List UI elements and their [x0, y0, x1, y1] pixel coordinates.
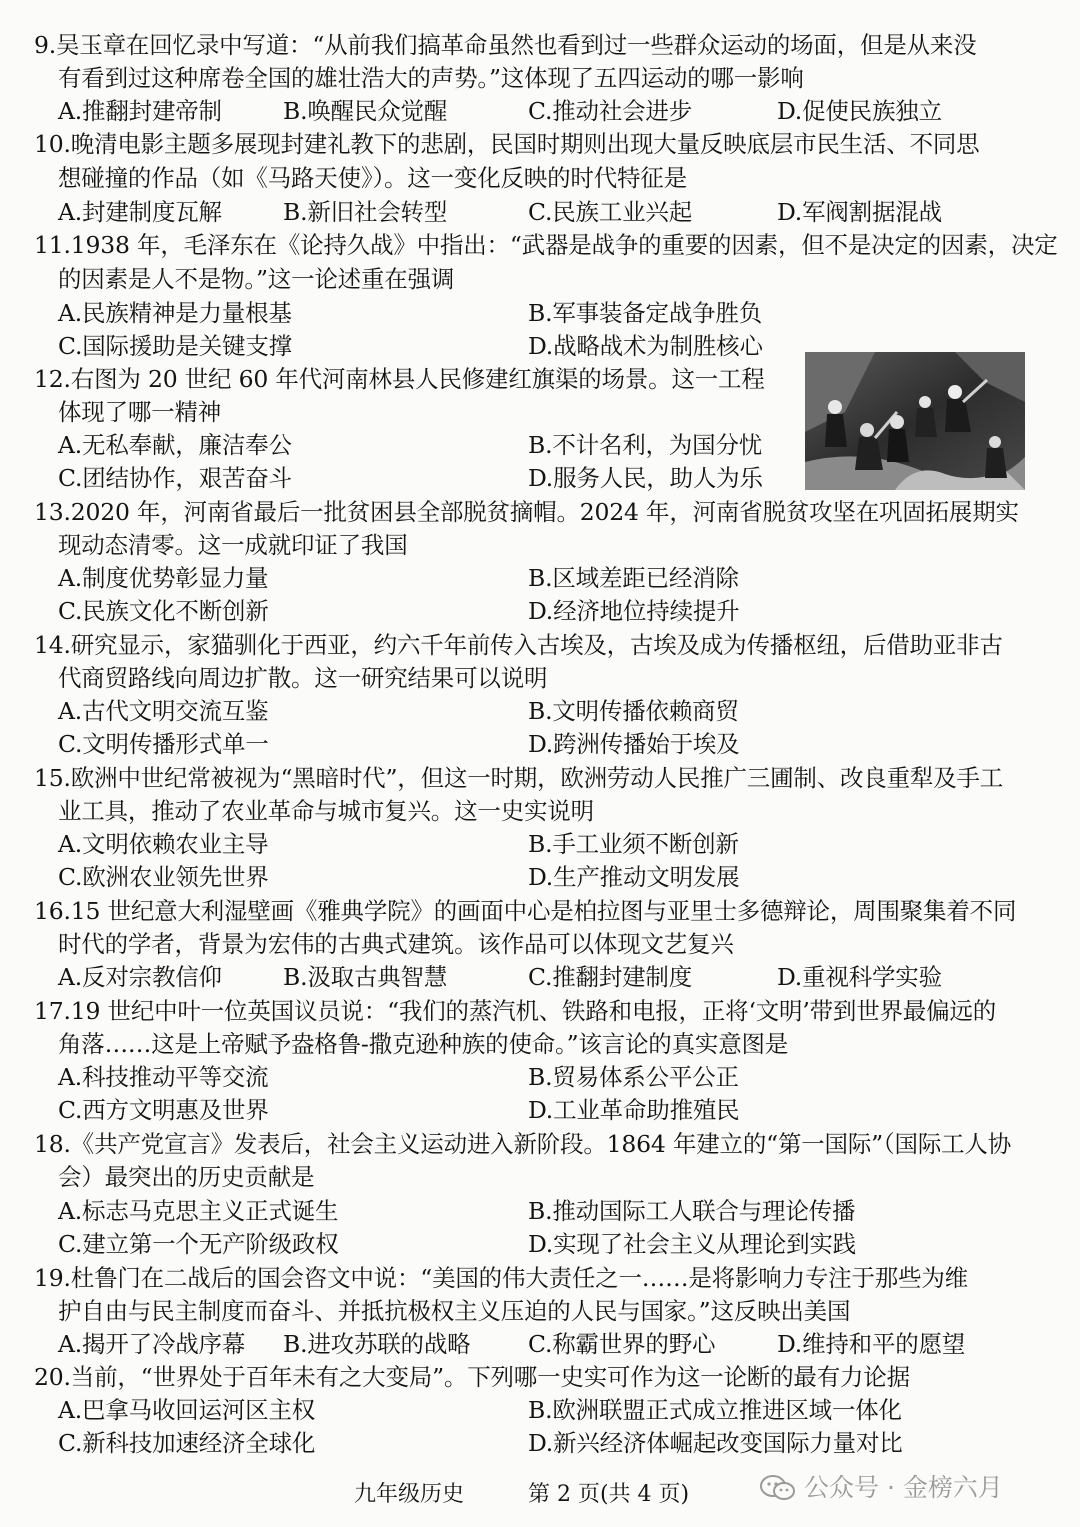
option-b: B.不计名利，为国分忧	[528, 431, 763, 459]
option-d: D.军阀割据混战	[777, 198, 942, 226]
option-d: D.跨洲传播始于埃及	[528, 730, 740, 758]
option-a: A.推翻封建帝制	[58, 97, 222, 125]
question-text: 想碰撞的作品（如《马路天使》）。这一变化反映的时代特征是	[58, 164, 687, 192]
question-text: 角落……这是上帝赋予盎格鲁-撒克逊种族的使命。”该言论的真实意图是	[58, 1030, 789, 1058]
option-b: B.汲取古典智慧	[283, 963, 448, 991]
watermark-text: 公众号 · 金榜六月	[804, 1473, 1003, 1502]
footer-subject: 九年级历史	[354, 1482, 465, 1507]
question-text: 12.右图为 20 世纪 60 年代河南林县人民修建红旗渠的场景。这一工程	[34, 365, 765, 393]
option-c: C.建立第一个无产阶级政权	[58, 1230, 339, 1258]
option-b: B.推动国际工人联合与理论传播	[528, 1197, 856, 1225]
question-text: 15.欧洲中世纪常被视为“黑暗时代”，但这一时期，欧洲劳动人民推广三圃制、改良重犁及手工	[34, 764, 1004, 792]
option-c: C.欧洲农业领先世界	[58, 863, 269, 891]
option-d: D.战略战术为制胜核心	[528, 332, 763, 360]
option-c: C.西方文明惠及世界	[58, 1096, 269, 1124]
option-b: B.贸易体系公平公正	[528, 1063, 739, 1091]
question-text: 13.2020 年，河南省最后一批贫困县全部脱贫摘帽。2024 年，河南省脱贫攻坚在巩固拓展期实	[34, 498, 1019, 526]
question-text: 代商贸路线向周边扩散。这一研究结果可以说明	[58, 664, 548, 692]
question-text: 18.《共产党宣言》发表后，社会主义运动进入新阶段。1864 年建立的“第一国际”（国际工人协	[34, 1130, 1012, 1158]
question-text: 9.吴玉章在回忆录中写道：“从前我们搞革命虽然也看到过一些群众运动的场面，但是从来没	[34, 31, 977, 59]
question-text: 20.当前，“世界处于百年未有之大变局”。下列哪一史实可作为这一论断的最有力论据	[34, 1363, 910, 1391]
option-d: D.新兴经济体崛起改变国际力量对比	[528, 1429, 903, 1457]
question-text: 17.19 世纪中叶一位英国议员说：“我们的蒸汽机、铁路和电报，正将‘文明’带到世界最偏远的	[34, 997, 996, 1025]
option-d: D.促使民族独立	[777, 97, 942, 125]
option-a: A.封建制度瓦解	[58, 198, 222, 226]
option-a: A.古代文明交流互鉴	[58, 697, 269, 725]
option-a: A.文明依赖农业主导	[58, 830, 269, 858]
photo-red-flag-canal-workers-icon	[805, 352, 1025, 490]
option-c: C.国际援助是关键支撑	[58, 332, 292, 360]
option-b: B.新旧社会转型	[283, 198, 448, 226]
option-a: A.制度优势彰显力量	[58, 564, 269, 592]
question-text: 时代的学者，背景为宏伟的古典式建筑。该作品可以体现文艺复兴	[58, 930, 734, 958]
question-text: 14.研究显示，家猫驯化于西亚，约六千年前传入古埃及，古埃及成为传播枢纽，后借助亚非古	[34, 631, 1003, 659]
question-text: 会）最突出的历史贡献是	[58, 1163, 315, 1191]
option-b: B.欧洲联盟正式成立推进区域一体化	[528, 1396, 902, 1424]
option-c: C.推动社会进步	[528, 97, 693, 125]
option-c: C.新科技加速经济全球化	[58, 1429, 316, 1457]
question-text: 16.15 世纪意大利湿壁画《雅典学院》的画面中心是柏拉图与亚里士多德辩论，周围聚集着不同	[34, 897, 1017, 925]
option-c: C.民族工业兴起	[528, 198, 693, 226]
option-b: B.手工业须不断创新	[528, 830, 739, 858]
option-c: C.文明传播形式单一	[58, 730, 269, 758]
option-c: C.推翻封建制度	[528, 963, 693, 991]
question-text: 现动态清零。这一成就印证了我国	[58, 531, 408, 559]
option-d: D.工业革命助推殖民	[528, 1096, 740, 1124]
option-c: C.团结协作，艰苦奋斗	[58, 464, 292, 492]
option-d: D.经济地位持续提升	[528, 597, 740, 625]
option-a: A.标志马克思主义正式诞生	[58, 1197, 339, 1225]
red-flag-canal-photo	[805, 352, 1025, 490]
option-b: B.区域差距已经消除	[528, 564, 739, 592]
question-text: 的因素是人不是物。”这一论述重在强调	[58, 265, 455, 293]
option-d: D.重视科学实验	[777, 963, 942, 991]
option-a: A.科技推动平等交流	[58, 1063, 269, 1091]
option-c: C.民族文化不断创新	[58, 597, 269, 625]
option-b: B.军事装备定战争胜负	[528, 299, 763, 327]
option-a: A.巴拿马收回运河区主权	[58, 1396, 316, 1424]
option-b: B.文明传播依赖商贸	[528, 697, 739, 725]
option-d: D.维持和平的愿望	[777, 1330, 966, 1358]
question-text: 体现了哪一精神	[58, 398, 222, 426]
option-a: A.反对宗教信仰	[58, 963, 222, 991]
option-a: A.民族精神是力量根基	[58, 299, 292, 327]
question-text: 业工具，推动了农业革命与城市复兴。这一史实说明	[58, 797, 594, 825]
question-text: 19.杜鲁门在二战后的国会咨文中说：“美国的伟大责任之一……是将影响力专注于那些为维	[34, 1264, 968, 1292]
option-d: D.实现了社会主义从理论到实践	[528, 1230, 856, 1258]
question-text: 有看到过这种席卷全国的雄壮浩大的声势。”这体现了五四运动的哪一影响	[58, 64, 804, 92]
option-c: C.称霸世界的野心	[528, 1330, 716, 1358]
option-d: D.生产推动文明发展	[528, 863, 740, 891]
question-text: 10.晚清电影主题多展现封建礼教下的悲剧，民国时期则出现大量反映底层市民生活、不同思	[34, 130, 980, 158]
question-text: 11.1938 年，毛泽东在《论持久战》中指出：“武器是战争的重要的因素，但不是决定的因素，决定	[34, 231, 1058, 259]
wechat-icon	[760, 1474, 796, 1502]
option-a: A.无私奉献，廉洁奉公	[58, 431, 292, 459]
option-b: B.唤醒民众觉醒	[283, 97, 448, 125]
option-d: D.服务人民，助人为乐	[528, 464, 763, 492]
option-a: A.揭开了冷战序幕	[58, 1330, 246, 1358]
footer-page-number: 第 2 页(共 4 页)	[528, 1482, 690, 1507]
question-text: 护自由与民主制度而奋斗、并抵抗极权主义压迫的人民与国家。”这反映出美国	[58, 1297, 851, 1325]
option-b: B.进攻苏联的战略	[283, 1330, 471, 1358]
